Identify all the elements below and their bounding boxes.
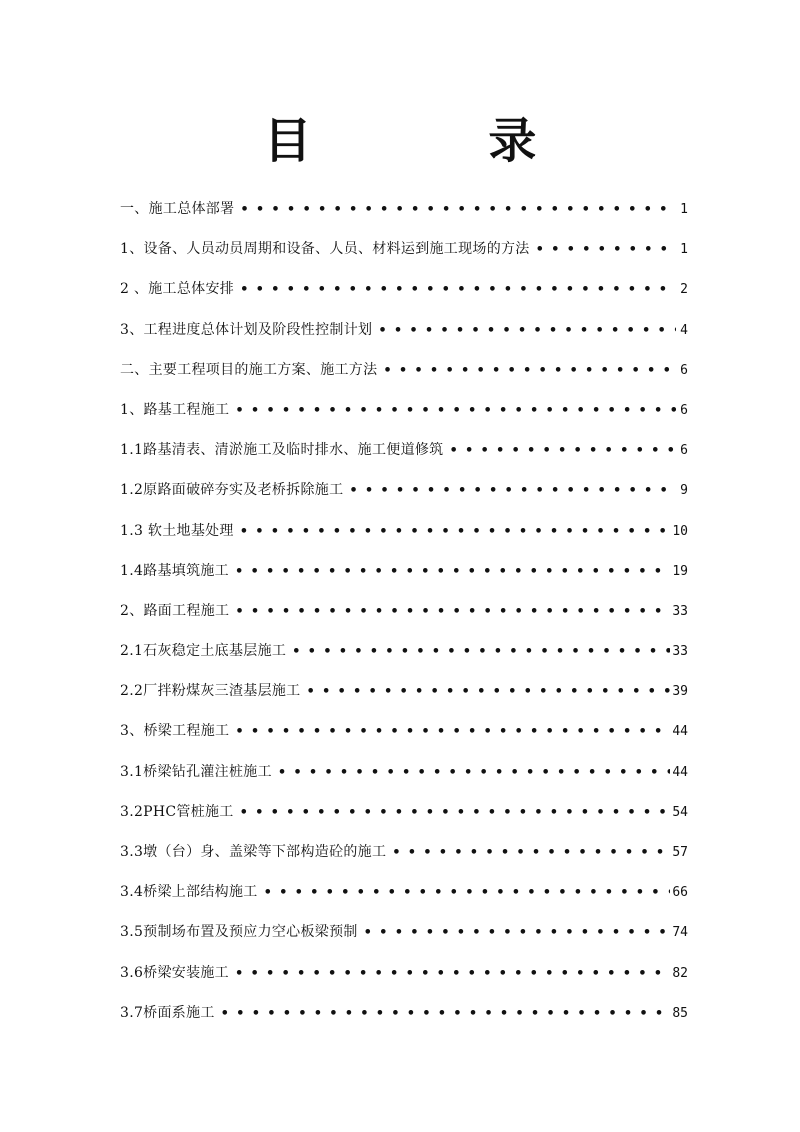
toc-entry-label: 一、施工总体部署 [120, 201, 235, 217]
toc-entry-label: 1.1路基清表、清淤施工及临时排水、施工便道修筑 [120, 442, 444, 459]
toc-entry[interactable] [120, 598, 688, 638]
toc-entry-page-number: 44 [672, 764, 688, 780]
toc-entry[interactable] [120, 558, 688, 598]
toc-entry[interactable] [120, 196, 688, 236]
toc-dot-leader [229, 719, 670, 745]
toc-entry-page-number: 74 [672, 925, 688, 941]
toc-title: 目 录 [263, 113, 617, 169]
toc-dot-leader [358, 920, 671, 946]
toc-entry-page-number: 39 [672, 684, 688, 700]
toc-entry-label: 2.1石灰稳定土底基层施工 [120, 643, 287, 660]
toc-entry[interactable] [120, 236, 688, 276]
toc-entry-label: 二、主要工程项目的施工方案、施工方法 [120, 361, 378, 378]
toc-dot-leader [258, 880, 671, 906]
toc-entry-page-number: 19 [672, 563, 688, 579]
toc-entry-label: 3、桥梁工程施工 [120, 723, 230, 740]
toc-dot-leader [229, 398, 676, 424]
toc-entry[interactable] [120, 960, 688, 1000]
toc-entry[interactable] [120, 678, 688, 718]
toc-entry[interactable] [120, 718, 688, 758]
toc-entry-label: 1、路基工程施工 [120, 401, 230, 418]
toc-dot-leader [215, 1001, 671, 1027]
toc-entry-label: 1.3 软土地基处理 [120, 522, 234, 539]
toc-entry-page-number: 54 [672, 804, 688, 820]
toc-entry-page-number: 10 [672, 523, 688, 539]
toc-entry-page-number: 33 [672, 644, 688, 660]
toc-entry[interactable] [120, 638, 688, 678]
toc-entry[interactable] [120, 759, 688, 799]
toc-entry-page-number: 6 [680, 402, 688, 418]
toc-entry-page-number: 33 [672, 603, 688, 619]
toc-dot-leader [234, 800, 671, 826]
toc-dot-leader [372, 318, 676, 344]
toc-entry[interactable] [120, 437, 688, 477]
toc-entry-label: 2.2厂拌粉煤灰三渣基层施工 [120, 683, 301, 700]
toc-entry-label: 1.4路基填筑施工 [120, 562, 229, 579]
toc-entry-label: 2 、施工总体安排 [120, 281, 235, 298]
toc-entry-label: 1.2原路面破碎夯实及老桥拆除施工 [120, 482, 344, 499]
toc-entry[interactable] [120, 317, 688, 357]
toc-entry-label: 3.3墩（台）身、盖梁等下部构造砼的施工 [120, 844, 387, 860]
toc-entry-label: 3.6桥梁安装施工 [120, 964, 229, 981]
toc-entry[interactable] [120, 1000, 688, 1040]
toc-dot-leader [229, 961, 670, 987]
toc-dot-leader [530, 237, 676, 263]
toc-entry-page-number: 4 [680, 322, 688, 338]
toc-entry-label: 3.1桥梁钻孔灌注桩施工 [120, 763, 272, 780]
toc-entry-label: 3.4桥梁上部结构施工 [120, 884, 258, 901]
toc-entry[interactable] [120, 357, 688, 397]
toc-entry-label: 2、路面工程施工 [120, 602, 230, 619]
toc-entry-label: 3、工程进度总体计划及阶段性控制计划 [120, 321, 373, 338]
toc-dot-leader [343, 478, 676, 504]
toc-dot-leader [234, 277, 676, 303]
toc-dot-leader [443, 438, 676, 464]
toc-entry[interactable] [120, 477, 688, 517]
toc-dot-leader [300, 679, 670, 705]
toc-dot-leader [377, 358, 676, 384]
toc-entry[interactable] [120, 879, 688, 919]
toc-entry-label: 3.2PHC管桩施工 [120, 803, 234, 820]
toc-dot-leader [386, 840, 670, 866]
toc-entry-page-number: 6 [680, 443, 688, 459]
toc-dot-leader [286, 639, 670, 665]
toc-entry-page-number: 6 [680, 362, 688, 378]
toc-entry-page-number: 85 [672, 1005, 688, 1021]
toc-entry-page-number: 57 [672, 845, 688, 860]
toc-dot-leader [272, 760, 670, 786]
toc-entry-page-number: 44 [672, 724, 688, 740]
toc-dot-leader [234, 519, 671, 545]
toc-entry-label: 3.5预制场布置及预应力空心板梁预制 [120, 924, 358, 941]
toc-entry[interactable] [120, 397, 688, 437]
toc-entry-page-number: 2 [680, 282, 688, 298]
toc-entry[interactable] [120, 799, 688, 839]
toc-entry[interactable] [120, 276, 688, 316]
toc-entry-page-number: 66 [672, 885, 688, 901]
toc-entry-page-number: 1 [680, 242, 688, 258]
toc-dot-leader [229, 599, 670, 625]
table-of-contents [120, 196, 688, 1040]
toc-entry-page-number: 82 [672, 965, 688, 981]
toc-entry[interactable] [120, 839, 688, 879]
toc-entry[interactable] [120, 518, 688, 558]
toc-entry-page-number: 1 [680, 202, 688, 217]
toc-dot-leader [234, 197, 676, 223]
toc-entry[interactable] [120, 919, 688, 959]
toc-dot-leader [229, 559, 670, 585]
toc-entry-label: 3.7桥面系施工 [120, 1004, 215, 1021]
toc-entry-page-number: 9 [680, 483, 688, 499]
toc-entry-label: 1、设备、人员动员周期和设备、人员、材料运到施工现场的方法 [120, 241, 530, 258]
